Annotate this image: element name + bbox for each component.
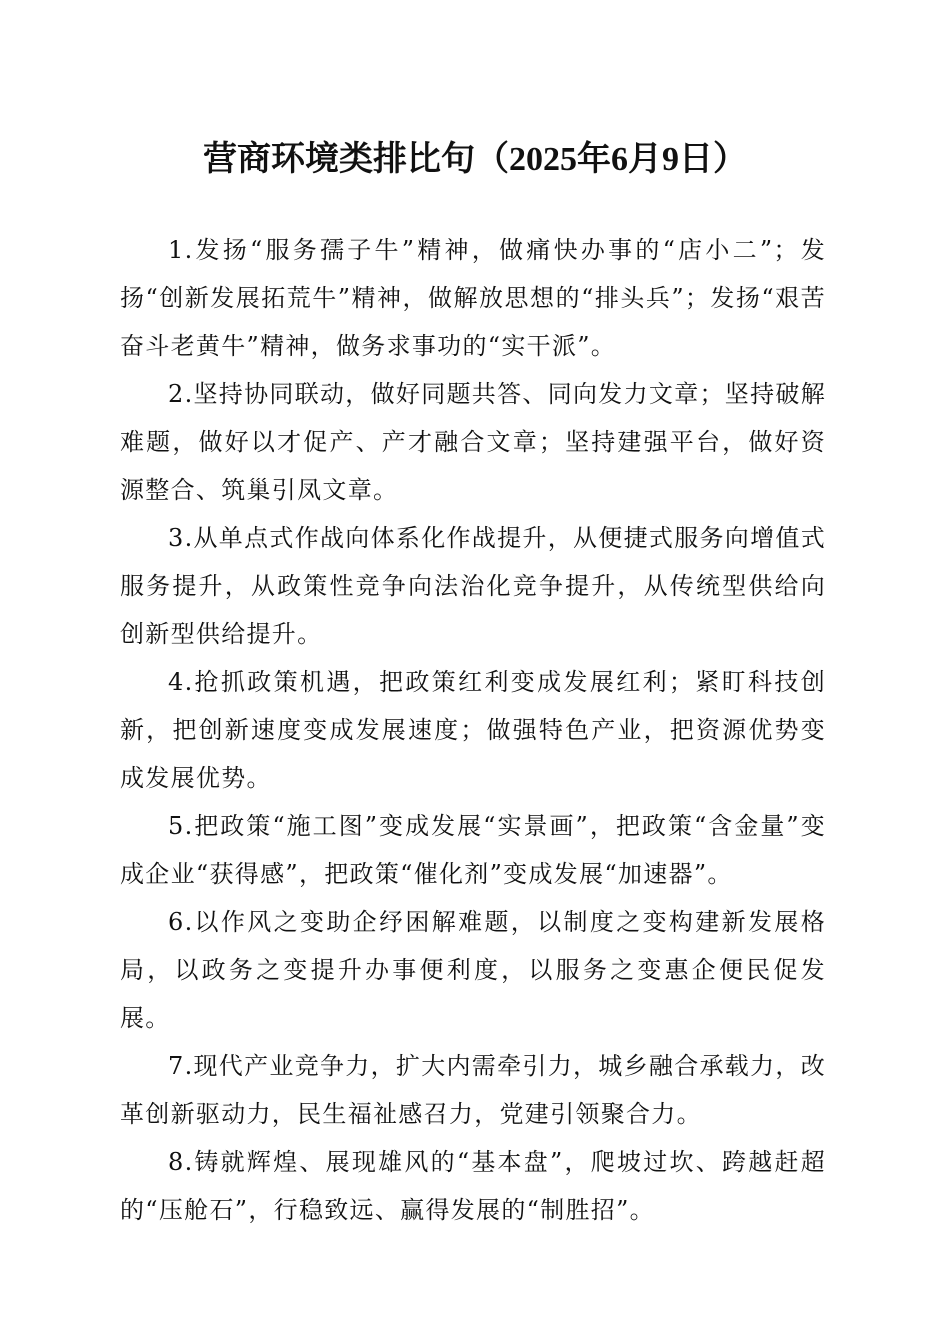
document-title: 营商环境类排比句（2025年6月9日） <box>203 141 747 178</box>
document-body <box>120 226 826 1234</box>
paragraph-2: 2.坚持协同联动，做好同题共答、同向发力文章；坚持破解难题，做好以才促产、产才融合文章；坚持建强平台，做好资源整合、筑巢引凤文章。 <box>120 380 826 504</box>
paragraph-5: 5.把政策“施工图”变成发展“实景画”，把政策“含金量”变成企业“获得感”，把政策“催化剂”变成发展“加速器”。 <box>120 812 826 888</box>
paragraph-8: 8.铸就辉煌、展现雄风的“基本盘”，爬坡过坎、跨越赶超的“压舱石”，行稳致远、赢得发展的“制胜招”。 <box>120 1148 826 1224</box>
paragraph-1: 1.发扬“服务孺子牛”精神，做痛快办事的“店小二”；发扬“创新发展拓荒牛”精神，做解放思想的“排头兵”；发扬“艰苦奋斗老黄牛”精神，做务求事功的“实干派”。 <box>120 236 826 360</box>
paragraph-3: 3.从单点式作战向体系化作战提升，从便捷式服务向增值式服务提升，从政策性竞争向法治化竞争提升，从传统型供给向创新型供给提升。 <box>120 524 826 648</box>
paragraph-6: 6.以作风之变助企纾困解难题，以制度之变构建新发展格局，以政务之变提升办事便利度，以服务之变惠企便民促发展。 <box>120 908 826 1032</box>
paragraph-4: 4.抢抓政策机遇，把政策红利变成发展红利；紧盯科技创新，把创新速度变成发展速度；做强特色产业，把资源优势变成发展优势。 <box>120 668 826 792</box>
paragraph-7: 7.现代产业竞争力，扩大内需牵引力，城乡融合承载力，改革创新驱动力，民生福祉感召力，党建引领聚合力。 <box>120 1052 826 1128</box>
